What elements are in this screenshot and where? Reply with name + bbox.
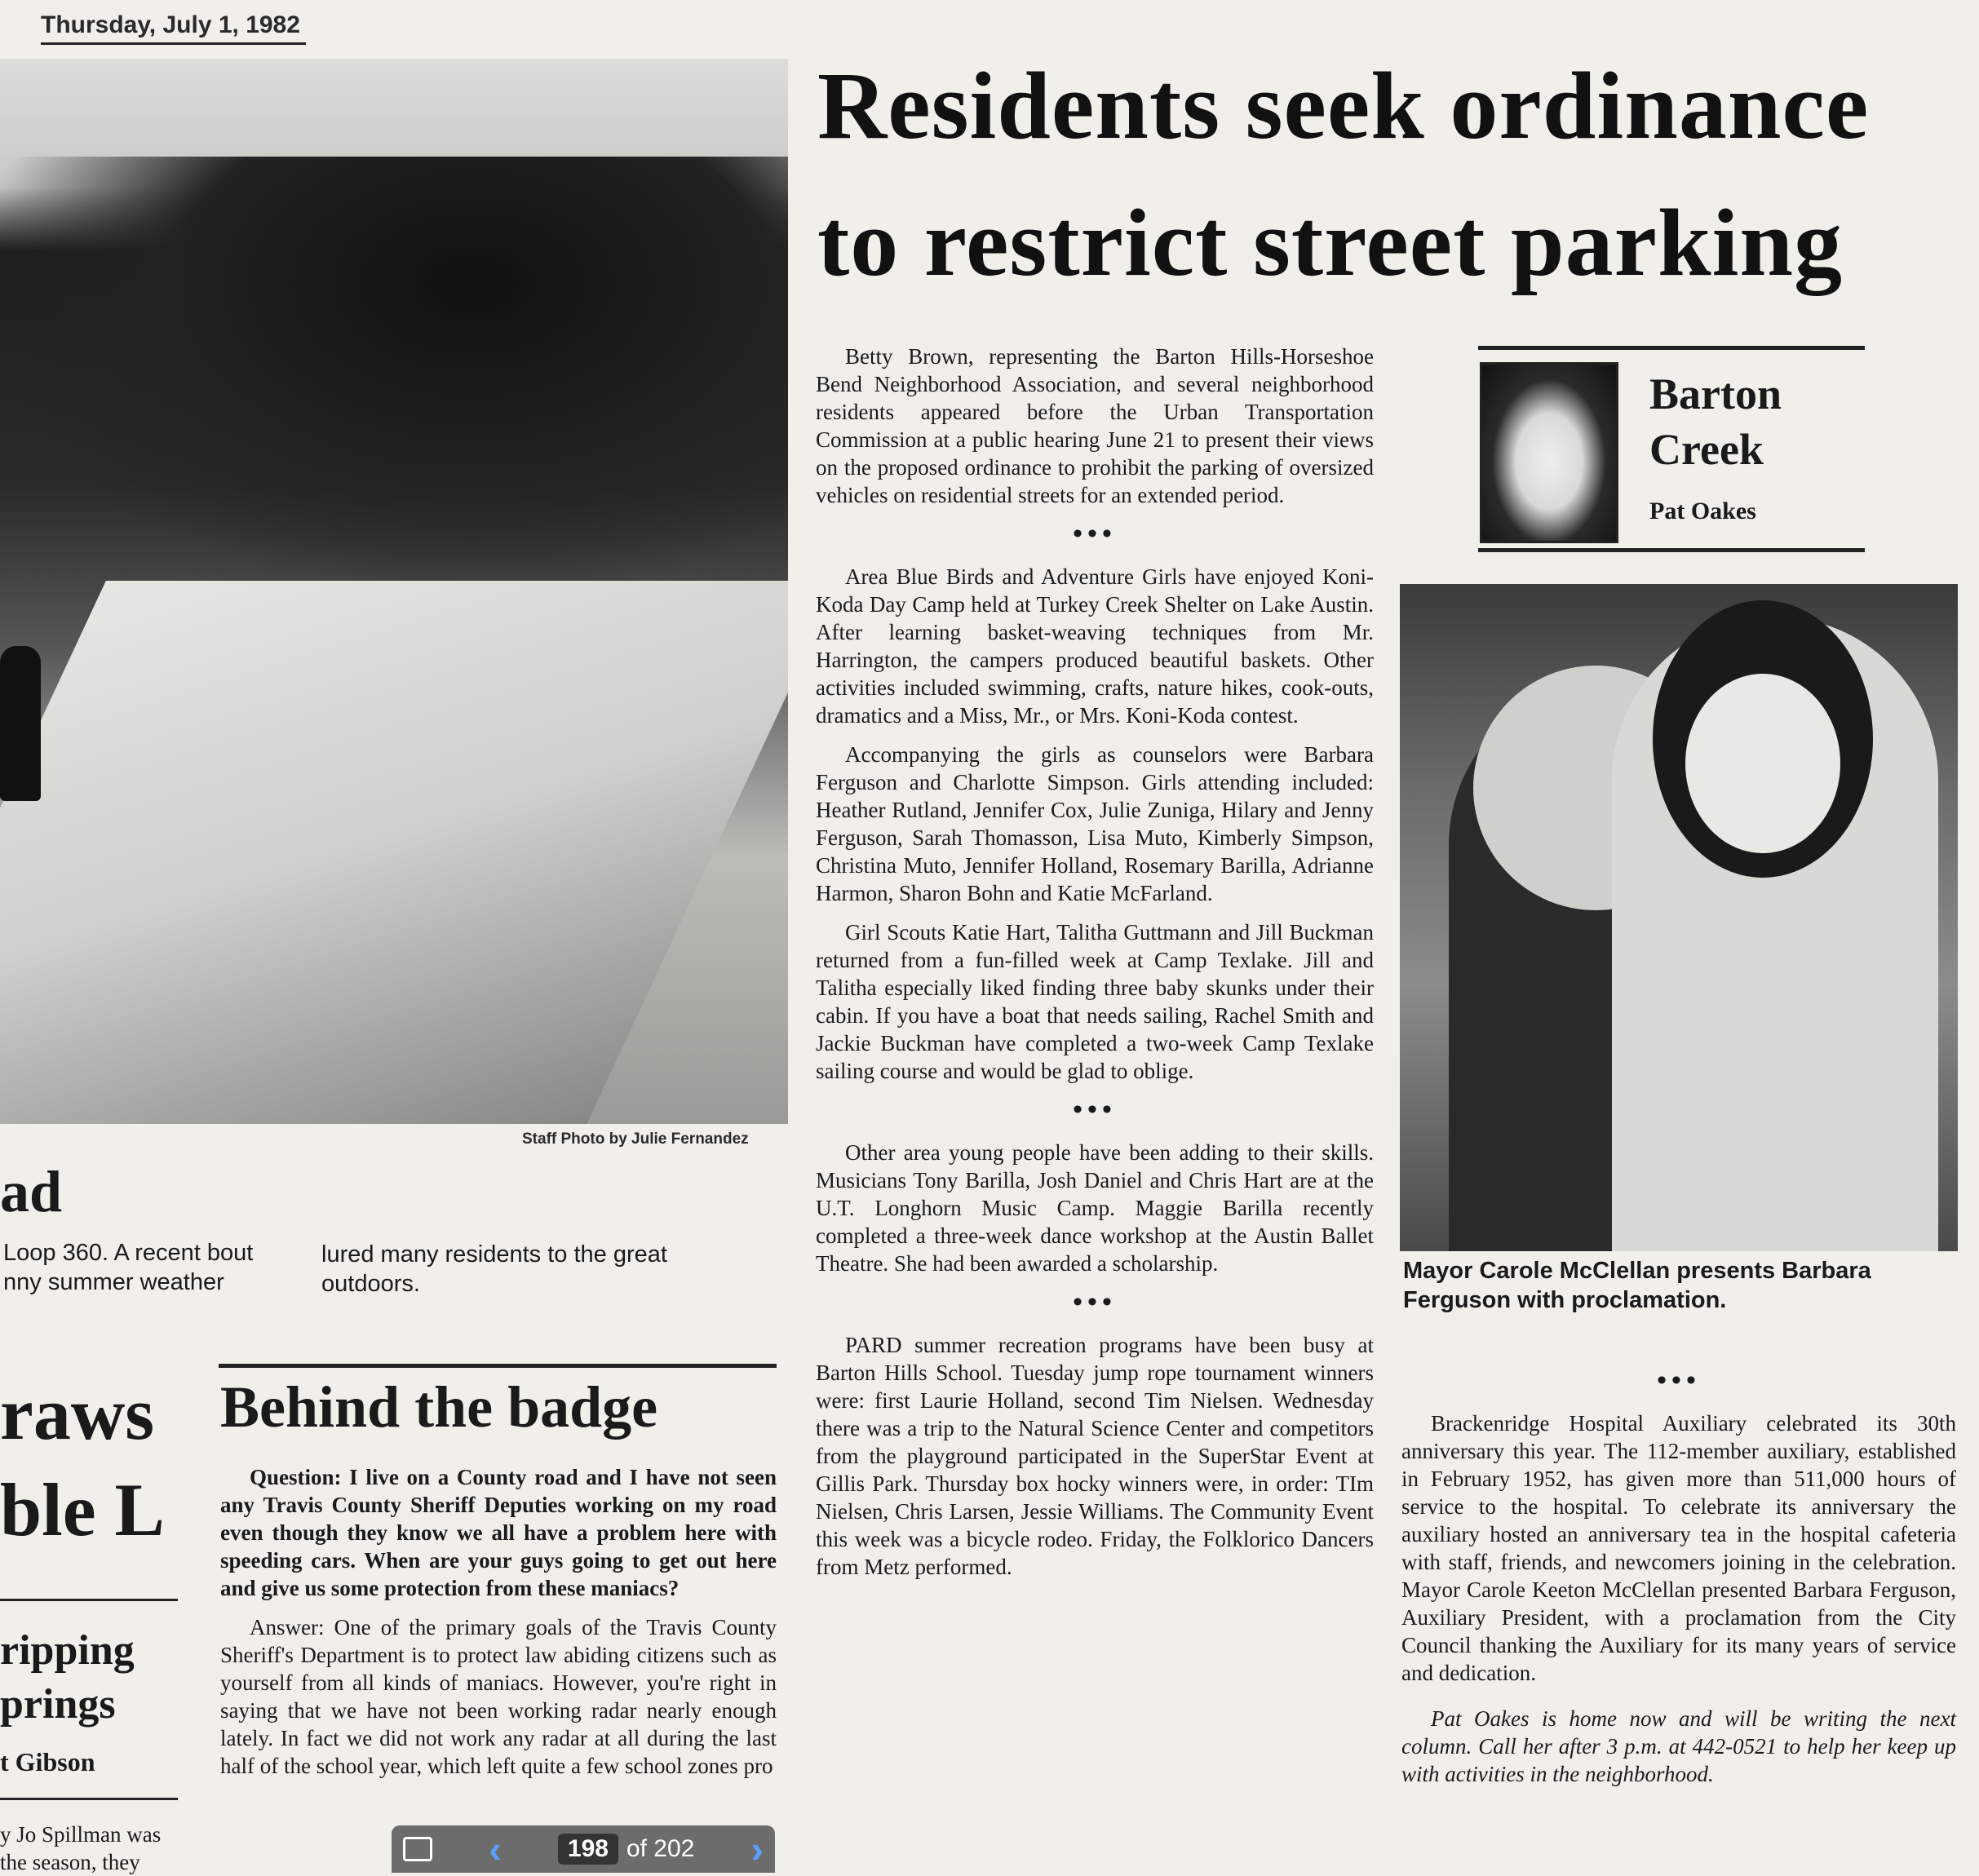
partial-headline-1: raws (0, 1372, 155, 1455)
column-rule-top (1478, 346, 1865, 350)
badge-answer: Answer: One of the primary goals of the Travis County Sheriff's Department is to protect law abiding citizens such as yourself from all kinds of maniacs. However, you're right in saying that we have not been working radar nearly enough lately. In fact we did not work any radar at all during the last half of the school year, which left quite a few school zones pro (220, 1615, 777, 1778)
column-title-1: Barton (1649, 369, 1782, 418)
middle-column (816, 343, 1374, 1592)
next-page-icon[interactable]: › (750, 1828, 764, 1870)
proclamation-photo (1400, 584, 1958, 1251)
middle-p6: PARD summer recreation programs have been busy at Barton Hills School. Tuesday jump rope tournament winners were: first Laurie Holland, second Tim Nielsen. Wednesday there was a trip to the Natural Science Center and competitors from the playground participated in the SuperStar Event at Gillis Park. Thursday box hocky winners were, in order: TIm Nielsen, Chris Larsen, Jessie Williams. The Community Event this week was a bicycle rodeo. Friday, the Folklorico Dancers from Metz performed. (816, 1333, 1374, 1579)
road-photo (0, 59, 788, 1124)
column-title-2: Creek (1649, 425, 1764, 474)
partial-rule-2 (0, 1798, 178, 1800)
right-p2: Pat Oakes is home now and will be writing the next column. Call her after 3 p.m. at 442-0521 to help her keep up with activities in the neighborhood. (1401, 1706, 1956, 1786)
partial-sub-1: ripping (0, 1627, 135, 1674)
columnist-portrait (1480, 362, 1618, 543)
page-date: Thursday, July 1, 1982 (41, 11, 306, 45)
badge-rule (219, 1364, 777, 1368)
caption-col1: Loop 360. A recent bout nny summer weather (3, 1240, 254, 1295)
headline (817, 52, 1959, 297)
photo-credit: Staff Photo by Julie Fernandez (522, 1130, 749, 1148)
photo-walker (0, 646, 41, 801)
column-rule-bottom (1478, 548, 1865, 552)
middle-p1: Betty Brown, representing the Barton Hills-Horseshoe Bend Neighborhood Association, and several neighborhood residents appeared before the Urban Transportation Commission at a public hearing June 21 to present their views on the proposed ordinance to prohibit the parking of oversized vehicles on residential streets for an extended period. (816, 344, 1374, 507)
middle-p5: Other area young people have been adding to their skills. Musicians Tony Barilla, Josh Daniel and Chris Hart are at the U.T. Longhorn Music Camp. Maggie Barilla recently completed a three-week dance workshop at the Austin Ballet Theatre. She had been awarded a scholarship. (816, 1140, 1374, 1276)
headline-line-1: Residents seek ordinance (817, 52, 1870, 159)
page-viewer-toolbar (392, 1825, 775, 1873)
page-indicator (558, 1834, 694, 1865)
photo-trees (0, 157, 788, 581)
separator-dots: ••• (1073, 519, 1117, 549)
caption-col2: lured many residents to the great outdoors. (321, 1241, 667, 1297)
partial-body-2: the season, they (0, 1850, 140, 1874)
badge-title: Behind the badge (220, 1374, 658, 1440)
proclamation-caption: Mayor Carole McClellan presents Barbara Ferguson with proclamation. (1403, 1258, 1871, 1313)
caption-kicker: ad (0, 1159, 63, 1224)
page-total: of 202 (626, 1835, 695, 1862)
middle-p2: Area Blue Birds and Adventure Girls have enjoyed Koni-Koda Day Camp held at Turkey Creek Shelter on Lake Austin. After learning basket-weaving techniques from Mr. Harrington, the campers produced beautiful baskets. Other activities included swimming, crafts, nature hikes, cook-outs, dramatics and a Miss, Mr., or Mrs. Koni-Koda contest. (816, 564, 1374, 728)
middle-p4: Girl Scouts Katie Hart, Talitha Guttmann and Jill Buckman returned from a fun-filled week at Camp Texlake. Jill and Talitha especially liked finding three baby skunks under their cabin. If you have a boat that needs sailing, Rachel Smith and Jackie Buckman have completed a two-week Camp Texlake sailing course and would be glad to oblige. (816, 920, 1374, 1083)
filmstrip-icon[interactable] (403, 1837, 432, 1861)
separator-dots: ••• (1073, 1287, 1117, 1317)
badge-article (220, 1463, 777, 1791)
separator-dots: ••• (1657, 1365, 1701, 1396)
partial-rule-1 (0, 1599, 178, 1601)
right-column (1401, 1362, 1956, 1799)
column-author: Pat Oakes (1649, 498, 1756, 524)
right-p1: Brackenridge Hospital Auxiliary celebrated its 30th anniversary this year. The 112-member auxiliary, established in February 1952, has given more than 511,000 hours of service to the hospital. To celebrate its anniversary the auxiliary hosted an anniversary tea in the hospital cafeteria with staff, friends, and newcomers joining in the celebration. Mayor Carole Keeton McClellan presented Barbara Ferguson, Auxiliary President, with a proclamation from the City Council thanking the Auxiliary for its many years of service and dedication. (1401, 1411, 1956, 1685)
badge-question: Question: I live on a County road and I have not seen any Travis County Sheriff Deputies working on my road even though they know we all have a problem here with speeding cars. When are your guys going to get out here and give us some protection from these maniacs? (220, 1465, 777, 1600)
partial-sub-2: prings (0, 1681, 116, 1728)
separator-dots: ••• (1073, 1095, 1117, 1125)
photo-road (0, 581, 788, 1124)
headline-line-2: to restrict street parking (817, 189, 1843, 296)
current-page-field[interactable]: 198 (558, 1834, 618, 1865)
partial-headline-2: ble L (0, 1468, 165, 1551)
partial-body-1: y Jo Spillman was (0, 1822, 162, 1847)
middle-p3: Accompanying the girls as counselors were Barbara Ferguson and Charlotte Simpson. Girls attending included: Heather Rutland, Jennifer Cox, Julie Zuniga, Hilary and Jenny Ferguson, Sarah Thomasson, Lisa Muto, Kimberly Simpson, Christina Muto, Jennifer Holland, Rosemary Barilla, Adrianne Harmon, Sharon Bohn and Katie McFarland. (816, 742, 1374, 905)
prev-page-icon[interactable]: ‹ (489, 1828, 502, 1870)
photo-person-2-face (1685, 674, 1840, 853)
partial-byline: t Gibson (0, 1747, 95, 1776)
